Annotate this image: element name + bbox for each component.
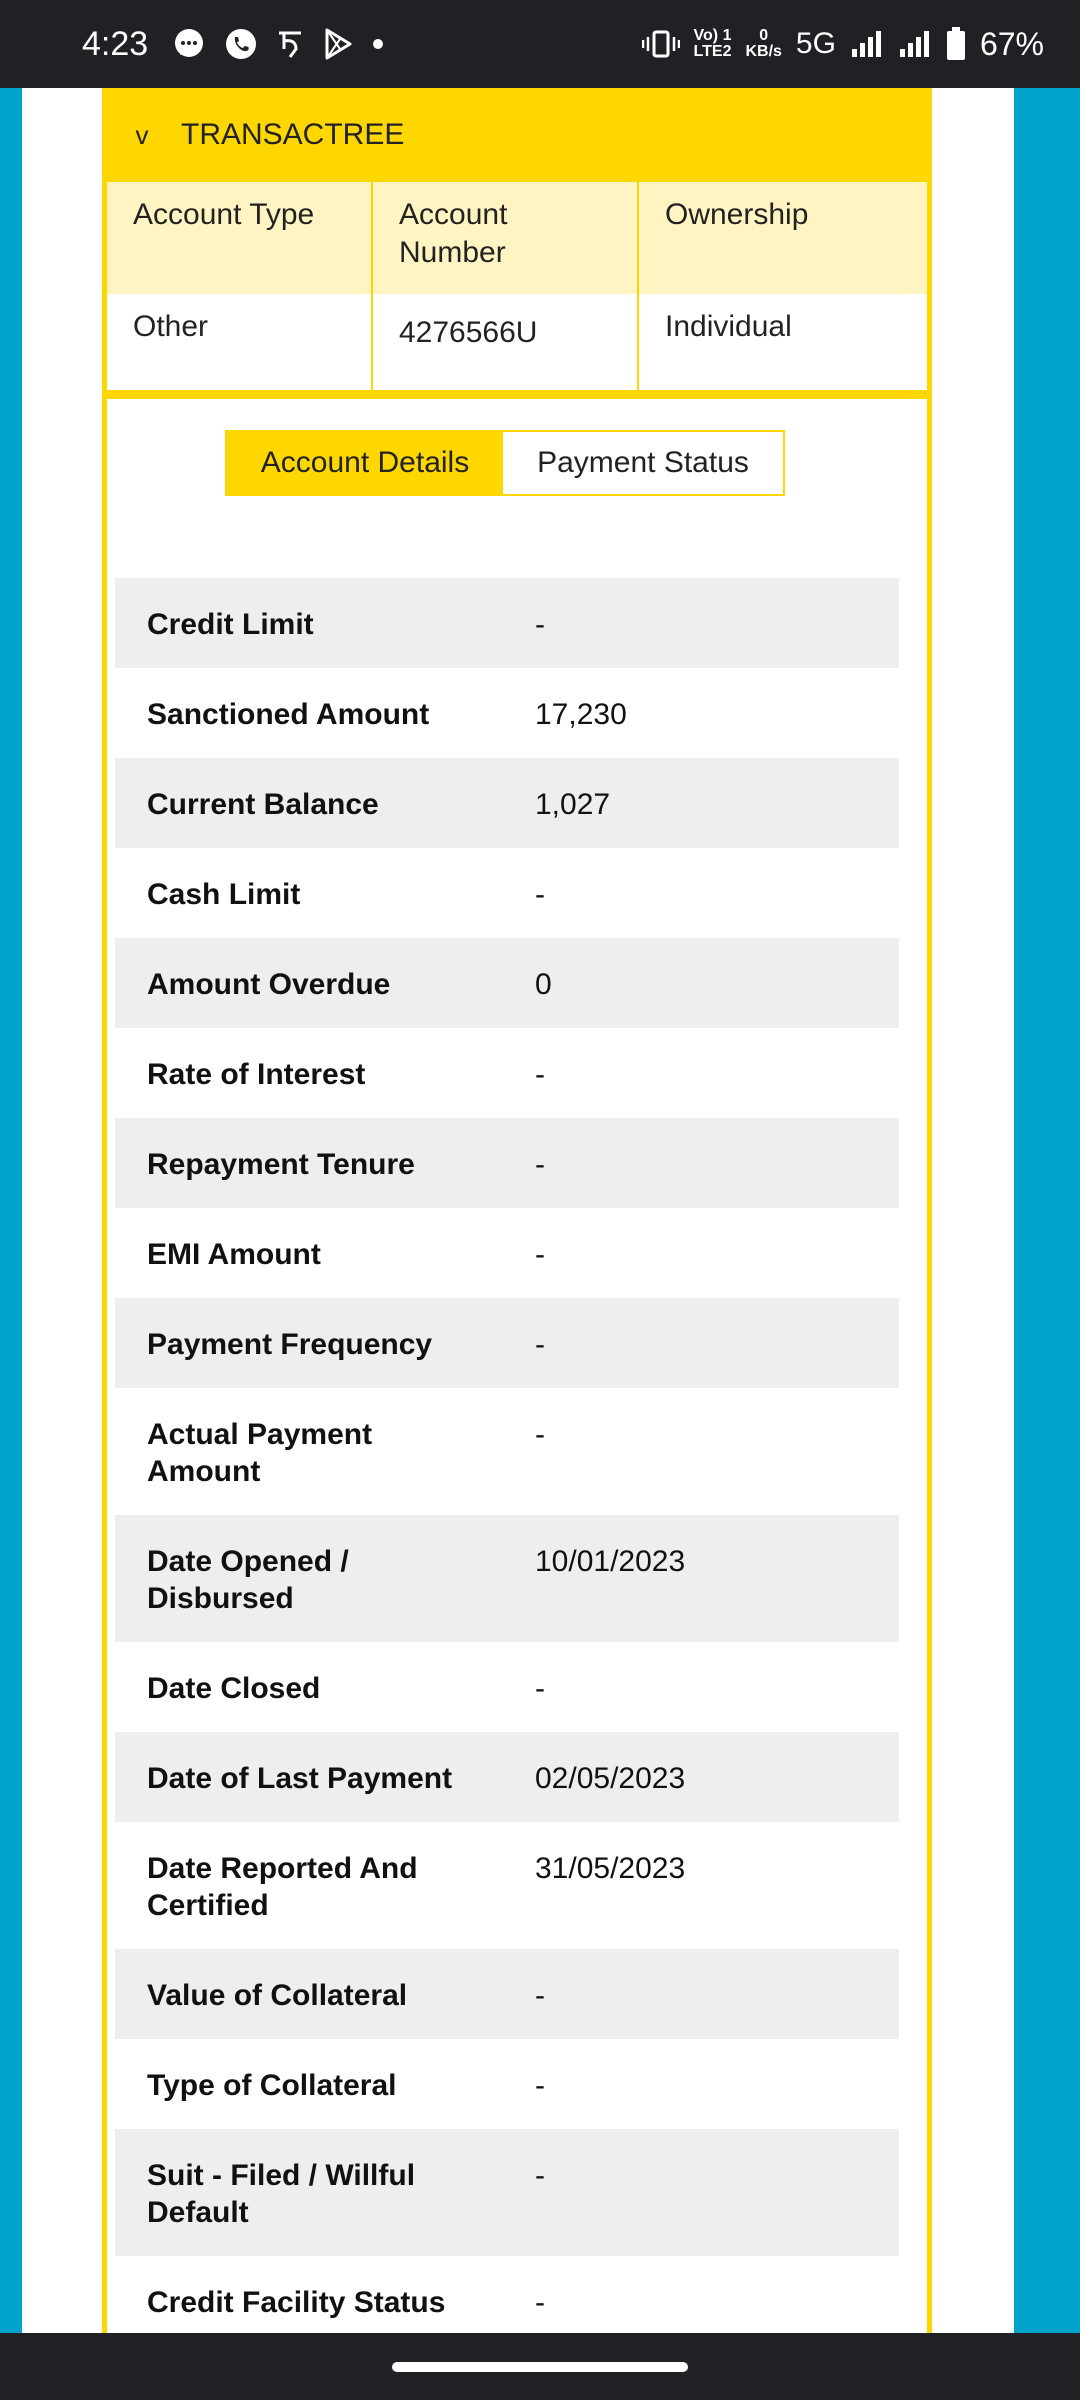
detail-label: EMI Amount <box>147 1238 321 1271</box>
signal-icon-2 <box>898 29 932 59</box>
navigation-bar <box>0 2333 1080 2400</box>
detail-row-actual-payment-amount <box>115 1388 899 1515</box>
signal-icon-1 <box>850 29 884 59</box>
status-bar-left <box>82 25 384 64</box>
account-number-value: 4276566U <box>399 316 538 349</box>
detail-value: - <box>535 2069 545 2102</box>
detail-value: - <box>535 1418 545 1451</box>
detail-label: Cash Limit <box>147 878 301 911</box>
ownership-value: Individual <box>665 310 792 343</box>
network-type: 5G <box>795 27 836 60</box>
detail-label: Actual Payment Amount <box>147 1418 373 1488</box>
account-summary-table <box>107 182 927 399</box>
detail-value: - <box>535 1238 545 1271</box>
detail-row-rate-of-interest <box>115 1028 899 1118</box>
detail-value: 31/05/2023 <box>535 1852 686 1885</box>
home-gesture-handle[interactable] <box>392 2362 688 2372</box>
detail-row-date-closed <box>115 1642 899 1732</box>
account-type-column <box>107 182 373 390</box>
detail-value: - <box>535 1328 545 1361</box>
detail-value: - <box>535 1148 545 1181</box>
detail-row-credit-limit <box>115 578 899 668</box>
detail-row-date-reported <box>115 1822 899 1949</box>
detail-value: - <box>535 2286 545 2319</box>
detail-label: Suit - Filed / Willful Default <box>147 2159 416 2229</box>
collapse-chevron-icon[interactable]: v <box>135 119 149 150</box>
battery-percentage: 67% <box>979 25 1044 62</box>
ownership-header: Ownership <box>639 182 927 294</box>
account-type-value: Other <box>133 310 209 343</box>
network-speed: 0 KB/s <box>745 27 782 60</box>
detail-row-value-of-collateral <box>115 1949 899 2039</box>
battery-icon <box>946 27 966 61</box>
detail-value: - <box>535 1672 545 1705</box>
phonepe-icon <box>276 27 304 61</box>
lender-name: TRANSACTREE <box>181 118 405 151</box>
account-type-header: Account Type <box>107 182 371 294</box>
phone-icon <box>224 27 258 61</box>
detail-label: Repayment Tenure <box>147 1148 415 1181</box>
status-bar <box>0 0 1080 88</box>
detail-value: 1,027 <box>535 788 611 821</box>
detail-row-payment-frequency <box>115 1298 899 1388</box>
tab-account-details[interactable]: Account Details <box>227 432 503 494</box>
account-card <box>102 88 932 2333</box>
detail-label: Sanctioned Amount <box>147 698 430 731</box>
detail-label: Payment Frequency <box>147 1328 433 1361</box>
detail-value: - <box>535 878 545 911</box>
detail-value: - <box>535 608 545 641</box>
detail-row-sanctioned-amount <box>115 668 899 758</box>
detail-label: Date of Last Payment <box>147 1762 453 1795</box>
detail-value: - <box>535 1979 545 2012</box>
detail-row-suit-filed <box>115 2129 899 2256</box>
account-card-header[interactable] <box>107 88 927 182</box>
content-panel <box>22 88 1014 2333</box>
play-store-icon <box>322 27 354 61</box>
account-number-column <box>373 182 639 390</box>
detail-value: 10/01/2023 <box>535 1545 686 1578</box>
dot-icon <box>372 38 384 50</box>
ownership-column <box>639 182 927 390</box>
account-details-list <box>115 578 899 2346</box>
detail-label: Current Balance <box>147 788 379 821</box>
detail-row-current-balance <box>115 758 899 848</box>
detail-value: 0 <box>535 968 552 1001</box>
detail-row-repayment-tenure <box>115 1118 899 1208</box>
clock: 4:23 <box>82 24 149 63</box>
detail-value: - <box>535 2159 545 2192</box>
detail-row-date-of-last-payment <box>115 1732 899 1822</box>
account-number-header: Account Number <box>373 182 637 294</box>
detail-label: Date Closed <box>147 1672 321 1705</box>
detail-row-cash-limit <box>115 848 899 938</box>
detail-value: - <box>535 1058 545 1091</box>
detail-label: Rate of Interest <box>147 1058 366 1091</box>
detail-value: 02/05/2023 <box>535 1762 686 1795</box>
detail-label: Credit Facility Status <box>147 2286 446 2319</box>
detail-row-type-of-collateral <box>115 2039 899 2129</box>
vibrate-icon <box>642 29 680 59</box>
detail-label: Credit Limit <box>147 608 314 641</box>
detail-row-amount-overdue <box>115 938 899 1028</box>
detail-row-emi-amount <box>115 1208 899 1298</box>
detail-tabs <box>225 430 785 496</box>
detail-label: Amount Overdue <box>147 968 391 1001</box>
status-bar-right <box>642 26 1044 63</box>
tab-payment-status[interactable]: Payment Status <box>503 432 783 494</box>
detail-label: Type of Collateral <box>147 2069 397 2102</box>
message-icon <box>172 27 206 61</box>
volte-indicator: Vo) 1 LTE2 <box>693 27 732 60</box>
detail-row-date-opened <box>115 1515 899 1642</box>
detail-value: 17,230 <box>535 698 627 731</box>
detail-label: Date Opened / Disbursed <box>147 1545 349 1615</box>
detail-label: Date Reported And Certified <box>147 1852 418 1922</box>
detail-label: Value of Collateral <box>147 1979 408 2012</box>
